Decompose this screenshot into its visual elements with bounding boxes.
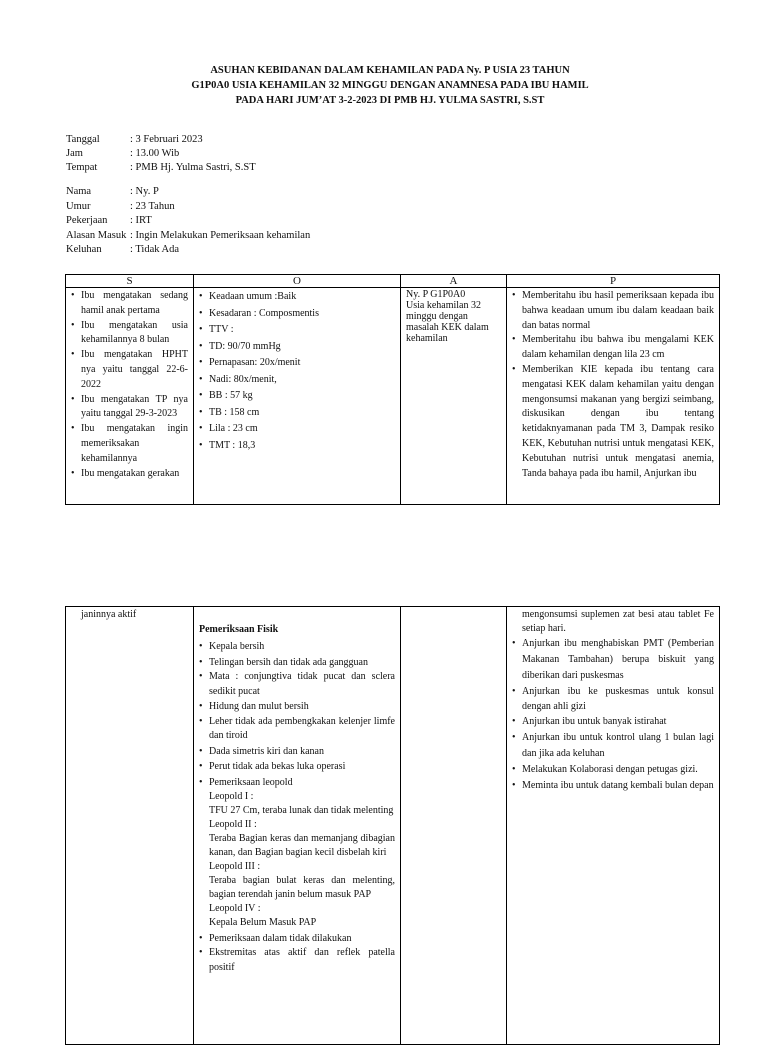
objective-item: • TB : 158 cm	[199, 405, 395, 422]
objective-item: • Perut tidak ada bekas luka operasi	[199, 759, 395, 775]
leopold-line: Leopold III :	[209, 861, 261, 872]
patient-key: Alasan Masuk	[66, 229, 127, 241]
header-o: O	[194, 275, 401, 288]
header-s: S	[66, 275, 194, 288]
subjective-item: • Ibu mengatakan gerakan	[71, 467, 188, 482]
subjective-item: • Ibu mengatakan HPHT nya yaitu tanggal 22-6-2022	[71, 348, 188, 392]
visit-key: Jam	[66, 148, 83, 159]
objective-item: • Pemeriksaan dalam tidak dilakukan	[199, 931, 395, 946]
subjective-item: • Ibu mengatakan ingin memeriksakan kehamilannya	[71, 422, 188, 466]
objective-item: • TTV :	[199, 322, 395, 339]
leopold-block	[199, 790, 395, 930]
title-line-2: G1P0A0 USIA KEHAMILAN 32 MINGGU DENGAN ANAMNESA PADA IBU HAMIL	[191, 80, 589, 91]
subjective-item: • Ibu mengatakan sedang hamil anak pertama	[71, 289, 188, 319]
objective-item: • TMT : 18,3	[199, 438, 395, 455]
soap-row	[66, 288, 720, 505]
subjective-item: • Ibu mengatakan TP nya yaitu tanggal 29-3-2023	[71, 393, 188, 423]
assessment-line: Usia kehamilan 32 minggu dengan masalah KEK dalam kehamilan	[406, 300, 489, 344]
assessment-line: Ny. P G1P0A0	[406, 289, 466, 300]
leopold-line: Teraba Bagian keras dan memanjang dibagian kanan, dan Bagian bagian kecil disbelah kiri	[209, 833, 395, 858]
visit-value: : 3 Februari 2023	[130, 134, 203, 145]
objective-item: • TD: 90/70 mmHg	[199, 339, 395, 356]
plan-cell	[507, 607, 720, 1045]
patient-row	[66, 200, 310, 215]
leopold-line: Leopold IV :	[209, 903, 261, 914]
patient-key: Umur	[66, 200, 91, 212]
objective-item: • BB : 57 kg	[199, 388, 395, 405]
visit-info	[66, 133, 256, 175]
patient-key: Keluhan	[66, 244, 102, 255]
objective-item: • Mata : conjungtiva tidak pucat dan sclera sedikit pucat	[199, 670, 395, 699]
objective-item: • Hidung dan mulut bersih	[199, 699, 395, 715]
patient-row	[66, 229, 310, 244]
objective-item: • Pernapasan: 20x/menit	[199, 355, 395, 372]
plan-item: • Memberitahu ibu hasil pemeriksaan kepada ibu bahwa keadaan umum ibu dalam keadaan baik dan batas normal	[512, 289, 714, 333]
patient-info	[66, 185, 310, 258]
leopold-line: Leopold II :	[209, 819, 257, 830]
objective-item: • Pemeriksaan leopold	[199, 775, 395, 791]
objective-item: • Keadaan umum :Baik	[199, 289, 395, 306]
leopold-line: Kepala Belum Masuk PAP	[209, 917, 317, 928]
title-line-1: ASUHAN KEBIDANAN DALAM KEHAMILAN PADA Ny. P USIA 23 TAHUN	[210, 65, 570, 76]
header-p: P	[507, 275, 720, 288]
subjective-item: • Ibu mengatakan usia kehamilannya 8 bulan	[71, 319, 188, 349]
physical-exam-heading: Pemeriksaan Fisik	[199, 624, 279, 635]
patient-key: Nama	[66, 186, 92, 197]
visit-row	[66, 133, 256, 147]
plan-cell	[507, 288, 720, 505]
patient-key: Pekerjaan	[66, 215, 108, 226]
soap-row	[66, 607, 720, 1045]
assessment-cell	[401, 607, 507, 1045]
patient-row	[66, 185, 310, 200]
patient-row	[66, 243, 310, 258]
header-a: A	[401, 275, 507, 288]
objective-cell	[194, 607, 401, 1045]
plan-item: • Memberikan KIE kepada ibu tentang cara mengatasi KEK dalam kehamilan yaitu dengan mengonsumsi makanan yang bergizi seimbang, diskusikan dengan ibu tentang ketidaknyamanan pada TM 3, Dampak resiko KEK, Kebutuhan nutrisi untuk mengatasi KEK, Kebutuhan nutrisi untuk mengatasi anemia, Tanda bahaya pada ibu hamil, Anjurkan ibu	[512, 363, 714, 481]
plan-item: • Anjurkan ibu menghabiskan PMT (Pemberian Makanan Tambahan) berupa biskuit yang diberikan dari puskesmas	[512, 636, 714, 684]
objective-item: • Nadi: 80x/menit,	[199, 372, 395, 389]
visit-value: : 13.00 Wib	[130, 148, 180, 159]
patient-value: : Tidak Ada	[130, 244, 180, 255]
assessment-cell	[401, 288, 507, 505]
patient-value: : 23 Tahun	[130, 200, 175, 212]
objective-item: • Lila : 23 cm	[199, 421, 395, 438]
plan-item: • Melakukan Kolaborasi dengan petugas gizi.	[512, 762, 714, 778]
leopold-line: TFU 27 Cm, teraba lunak dan tidak melenting	[209, 805, 394, 816]
subjective-cell	[66, 288, 194, 505]
objective-item: • Telingan bersih dan tidak ada gangguan	[199, 655, 395, 671]
document-title	[150, 63, 630, 108]
visit-key: Tanggal	[66, 134, 100, 145]
plan-item: • Anjurkan ibu ke puskesmas untuk konsul dengan ahli gizi	[512, 684, 714, 714]
plan-item: • Meminta ibu untuk datang kembali bulan depan	[512, 778, 714, 794]
patient-value: : IRT	[130, 215, 152, 226]
objective-cell	[194, 288, 401, 505]
soap-header-row	[66, 275, 720, 288]
soap-table-page-2	[65, 606, 720, 1045]
patient-value: : Ny. P	[130, 186, 159, 197]
visit-key: Tempat	[66, 162, 98, 173]
visit-row	[66, 161, 256, 175]
leopold-line: Leopold I :	[209, 791, 254, 802]
plan-continued: mengonsumsi suplemen zat besi atau tablet Fe setiap hari.	[522, 609, 714, 634]
objective-item: • Dada simetris kiri dan kanan	[199, 744, 395, 760]
visit-row	[66, 147, 256, 161]
objective-item: • Leher tidak ada pembengkakan kelenjer limfe dan tiroid	[199, 715, 395, 744]
objective-item: • Ekstremitas atas aktif dan reflek patella positif	[199, 946, 395, 975]
patient-row	[66, 214, 310, 229]
plan-item: • Memberitahu ibu bahwa ibu mengalami KEK dalam kehamilan dengan lila 23 cm	[512, 333, 714, 363]
patient-value: : Ingin Melakukan Pemeriksaan kehamilan	[130, 229, 311, 241]
objective-item: • Kesadaran : Composmentis	[199, 306, 395, 323]
subjective-continued: janinnya aktif	[81, 609, 137, 620]
title-line-3: PADA HARI JUM’AT 3-2-2023 DI PMB HJ. YULMA SASTRI, S.ST	[235, 95, 545, 106]
objective-item: • Kepala bersih	[199, 639, 395, 655]
subjective-cell	[66, 607, 194, 1045]
plan-item: • Anjurkan ibu untuk kontrol ulang 1 bulan lagi dan jika ada keluhan	[512, 730, 714, 762]
visit-value: : PMB Hj. Yulma Sastri, S.ST	[130, 162, 256, 173]
plan-item: • Anjurkan ibu untuk banyak istirahat	[512, 714, 714, 730]
leopold-line: Teraba bagian bulat keras dan melenting, bagian terendah janin belum masuk PAP	[209, 875, 395, 900]
soap-table-page-1	[65, 274, 720, 505]
